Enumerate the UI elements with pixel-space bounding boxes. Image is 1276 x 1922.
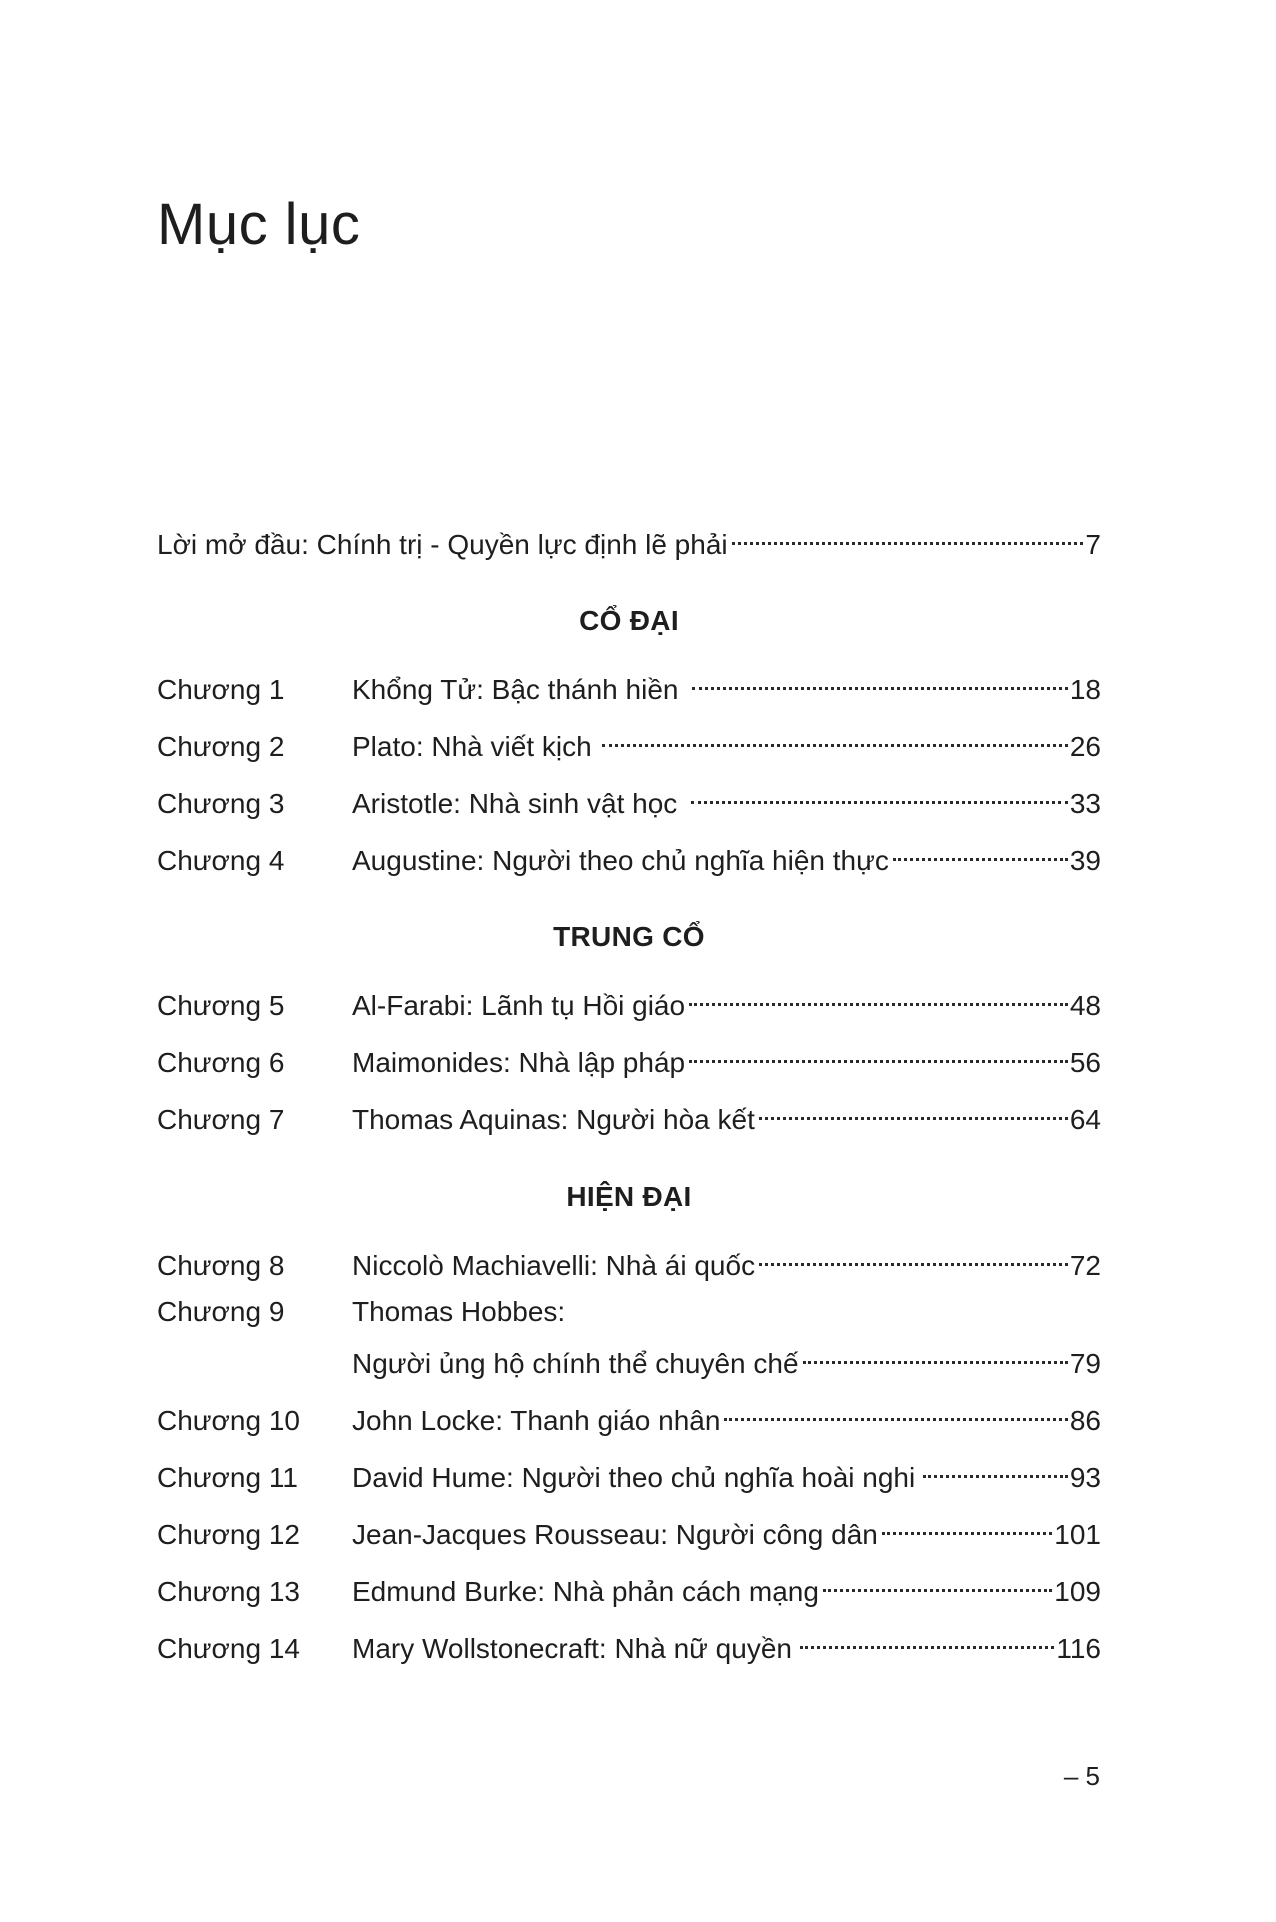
dot-leader bbox=[759, 1235, 1068, 1275]
dot-leader bbox=[923, 1447, 1068, 1487]
chapter-page: 109 bbox=[1054, 1576, 1101, 1607]
chapter-label: Chương 3 bbox=[157, 788, 285, 819]
chapter-page: 101 bbox=[1054, 1519, 1101, 1550]
chapter-label: Chương 7 bbox=[157, 1104, 285, 1135]
chapter-title: Thomas Hobbes: bbox=[352, 1296, 566, 1327]
page-title: Mục lục bbox=[157, 192, 361, 257]
chapter-title: Edmund Burke: Nhà phản cách mạng bbox=[352, 1576, 819, 1607]
chapter-page: 48 bbox=[1069, 990, 1101, 1021]
chapter-page: 26 bbox=[1069, 731, 1101, 762]
toc-entry-chapter-10[interactable] bbox=[157, 1390, 1101, 1436]
dot-leader bbox=[691, 773, 1068, 813]
chapter-page: 39 bbox=[1069, 845, 1101, 876]
chapter-title: Khổng Tử: Bậc thánh hiền bbox=[352, 674, 679, 705]
section-heading-medieval: TRUNG CỔ bbox=[553, 921, 705, 952]
toc-entry-chapter-5[interactable] bbox=[157, 975, 1101, 1021]
dot-leader bbox=[724, 1390, 1067, 1430]
chapter-label: Chương 5 bbox=[157, 990, 285, 1021]
chapter-label: Chương 14 bbox=[157, 1633, 300, 1664]
chapter-label: Chương 12 bbox=[157, 1519, 300, 1550]
chapter-label: Chương 4 bbox=[157, 845, 285, 876]
toc-entry-chapter-7[interactable] bbox=[157, 1089, 1101, 1135]
toc-entry-chapter-2[interactable] bbox=[157, 716, 1101, 762]
chapter-label: Chương 11 bbox=[157, 1462, 298, 1493]
section-heading-ancient: CỔ ĐẠI bbox=[579, 605, 679, 636]
toc-entry-chapter-1[interactable] bbox=[157, 659, 1101, 705]
chapter-title: David Hume: Người theo chủ nghĩa hoài nghi bbox=[352, 1462, 916, 1493]
chapter-title: Thomas Aquinas: Người hòa kết bbox=[352, 1104, 755, 1135]
chapter-title: Niccolò Machiavelli: Nhà ái quốc bbox=[352, 1250, 756, 1281]
chapter-title: Jean-Jacques Rousseau: Người công dân bbox=[352, 1519, 878, 1550]
chapter-page: 86 bbox=[1069, 1405, 1101, 1436]
chapter-page: 64 bbox=[1069, 1104, 1101, 1135]
chapter-label: Chương 9 bbox=[157, 1296, 285, 1327]
dot-leader bbox=[689, 1032, 1068, 1072]
toc-entry-chapter-3[interactable] bbox=[157, 773, 1101, 819]
chapter-page: 72 bbox=[1069, 1250, 1101, 1281]
toc-entry-chapter-11[interactable] bbox=[157, 1447, 1101, 1493]
dot-leader bbox=[800, 1618, 1054, 1658]
chapter-label: Chương 2 bbox=[157, 731, 285, 762]
chapter-page: 56 bbox=[1069, 1047, 1101, 1078]
toc-entry-chapter-13[interactable] bbox=[157, 1561, 1101, 1607]
toc-entry-preface[interactable] bbox=[157, 514, 1101, 560]
chapter-page: 79 bbox=[1069, 1348, 1101, 1379]
dot-leader bbox=[823, 1561, 1052, 1601]
chapter-title: Mary Wollstonecraft: Nhà nữ quyền bbox=[352, 1633, 792, 1664]
dot-leader bbox=[759, 1089, 1068, 1129]
chapter-title: Al-Farabi: Lãnh tụ Hồi giáo bbox=[352, 990, 686, 1021]
toc-entry-chapter-14[interactable] bbox=[157, 1618, 1101, 1664]
toc-entry-chapter-9[interactable] bbox=[157, 1292, 1101, 1332]
chapter-title: Aristotle: Nhà sinh vật học bbox=[352, 788, 678, 819]
dot-leader bbox=[602, 716, 1068, 756]
toc-entry-chapter-9-continued[interactable] bbox=[157, 1333, 1101, 1379]
toc-entry-chapter-4[interactable] bbox=[157, 830, 1101, 876]
section-heading-modern: HIỆN ĐẠI bbox=[566, 1181, 692, 1212]
chapter-label: Chương 10 bbox=[157, 1405, 300, 1436]
chapter-page: 18 bbox=[1069, 674, 1101, 705]
dot-leader bbox=[732, 514, 1084, 554]
chapter-page: 116 bbox=[1056, 1633, 1101, 1664]
chapter-label: Chương 8 bbox=[157, 1250, 285, 1281]
toc-entry-chapter-6[interactable] bbox=[157, 1032, 1101, 1078]
chapter-page: 33 bbox=[1069, 788, 1101, 819]
chapter-title: Plato: Nhà viết kịch bbox=[352, 731, 592, 762]
chapter-title: John Locke: Thanh giáo nhân bbox=[352, 1405, 721, 1436]
toc-entry-title: Lời mở đầu: Chính trị - Quyền lực định lẽ phải bbox=[157, 529, 728, 560]
page-number: – 5 bbox=[1063, 1761, 1100, 1791]
chapter-page: 93 bbox=[1069, 1462, 1101, 1493]
dot-leader bbox=[689, 975, 1068, 1015]
chapter-title: Maimonides: Nhà lập pháp bbox=[352, 1047, 686, 1078]
toc-entry-chapter-8[interactable] bbox=[157, 1235, 1101, 1281]
dot-leader bbox=[893, 830, 1068, 870]
chapter-title-line2: Người ủng hộ chính thể chuyên chế bbox=[352, 1348, 799, 1379]
dot-leader bbox=[803, 1333, 1068, 1373]
chapter-label: Chương 6 bbox=[157, 1047, 285, 1078]
dot-leader bbox=[692, 659, 1067, 699]
toc-entry-chapter-12[interactable] bbox=[157, 1504, 1101, 1550]
dot-leader bbox=[882, 1504, 1052, 1544]
chapter-label: Chương 13 bbox=[157, 1576, 300, 1607]
toc-entry-page: 7 bbox=[1085, 529, 1101, 560]
chapter-title: Augustine: Người theo chủ nghĩa hiện thực bbox=[352, 845, 889, 876]
chapter-label: Chương 1 bbox=[157, 674, 285, 705]
